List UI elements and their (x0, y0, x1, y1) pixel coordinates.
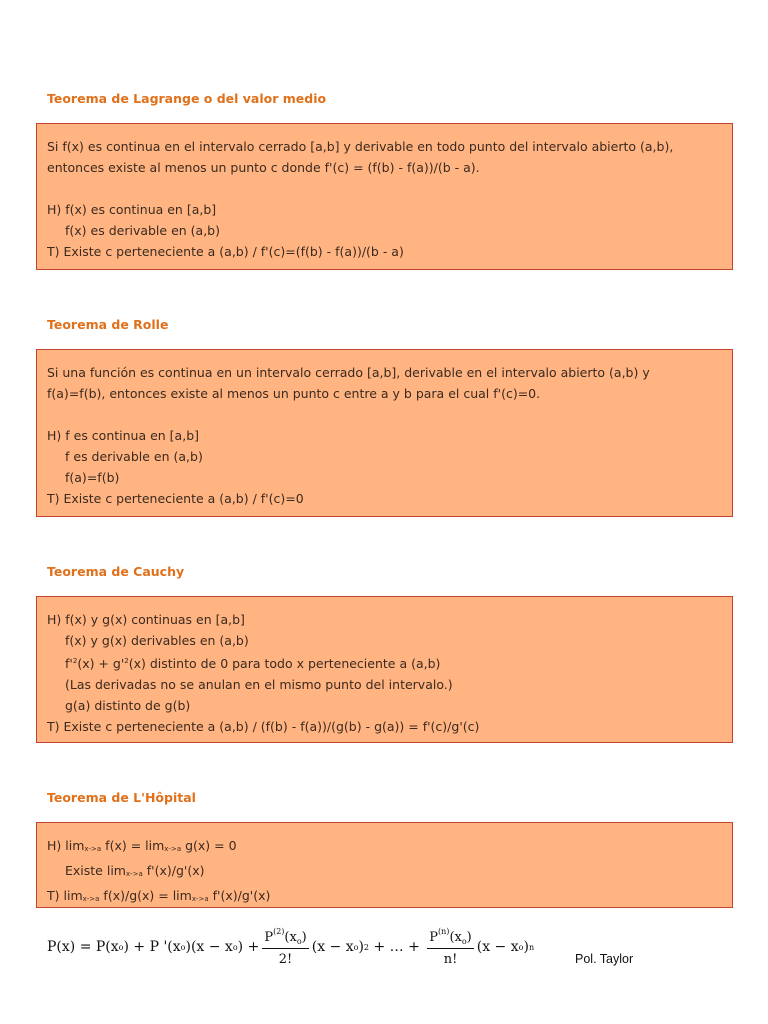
rolle-hypothesis-3: f(a)=f(b) (65, 470, 120, 485)
lagrange-thesis: T) Existe c perteneciente a (a,b) / f'(c)=(f(b) - f(a))/(b - a) (47, 244, 404, 259)
lagrange-hypothesis-1: H) f(x) es continua en [a,b] (47, 202, 217, 217)
lagrange-title: Teorema de Lagrange o del valor medio (47, 91, 327, 106)
cauchy-hypothesis-1: H) f(x) y g(x) continuas en [a,b] (47, 612, 245, 627)
taylor-nth-term-fraction: $\frac{P^{(n)}(x_o)}{n!}$ (429, 927, 472, 967)
taylor-formula: P(x) = P(x o ) + P '(x o )(x − x o ) + $\frac{P^{(2)}(x_o)}{2!}$ (x − x o ) 2 + … + $\frac{P^{(n)}(x_o)}{n!}$ (x − x o ) n (47, 927, 535, 967)
rolle-hypothesis-1: H) f es continua en [a,b] (47, 428, 200, 443)
lhopital-title: Teorema de L'Hôpital (47, 790, 196, 805)
cauchy-box (36, 596, 733, 743)
rolle-box (36, 349, 733, 517)
lagrange-statement-line1: Si f(x) es continua en el intervalo cerrado [a,b] y derivable en todo punto del intervalo abierto (a,b), (47, 139, 674, 154)
lhopital-hypothesis-2: Existe $\lim_{x->a} f'(x)/g'(x)$ (65, 863, 205, 878)
lhopital-thesis: T) $\lim_{x->a} f(x)/g(x) = \lim_{x->a} f'(x)/g'(x)$ (47, 888, 271, 903)
rolle-title: Teorema de Rolle (47, 317, 169, 332)
lagrange-hypothesis-2: f(x) es derivable en (a,b) (65, 223, 220, 238)
lhopital-hypothesis-1: H) $\lim_{x->a} f(x) = \lim_{x->a} g(x) = 0$ (47, 838, 237, 853)
rolle-statement-line2: f(a)=f(b), entonces existe al menos un punto c entre a y b para el cual f'(c)=0. (47, 386, 541, 401)
cauchy-hypothesis-2: f(x) y g(x) derivables en (a,b) (65, 633, 249, 648)
lagrange-statement-line2: entonces existe al menos un punto c donde f'(c) = (f(b) - f(a))/(b - a). (47, 160, 480, 175)
lagrange-box (36, 123, 733, 270)
taylor-second-term-fraction: $\frac{P^{(2)}(x_o)}{2!}$ (264, 927, 307, 967)
lhopital-box (36, 822, 733, 908)
rolle-hypothesis-2: f es derivable en (a,b) (65, 449, 203, 464)
cauchy-title: Teorema de Cauchy (47, 564, 185, 579)
rolle-thesis: T) Existe c perteneciente a (a,b) / f'(c)=0 (47, 491, 304, 506)
cauchy-hypothesis-3: $f'^2(x) + g'^2(x)$ distinto de 0 para todo x perteneciente a (a,b) (65, 656, 441, 671)
cauchy-thesis: T) Existe c perteneciente a (a,b) / (f(b) - f(a))/(g(b) - g(a)) = f'(c)/g'(c) (47, 719, 480, 734)
cauchy-note: (Las derivadas no se anulan en el mismo punto del intervalo.) (65, 677, 453, 692)
taylor-label: Pol. Taylor (575, 952, 634, 966)
cauchy-hypothesis-4: g(a) distinto de g(b) (65, 698, 191, 713)
rolle-statement-line1: Si una función es continua en un intervalo cerrado [a,b], derivable en el intervalo abierto (a,b) y (47, 365, 650, 380)
